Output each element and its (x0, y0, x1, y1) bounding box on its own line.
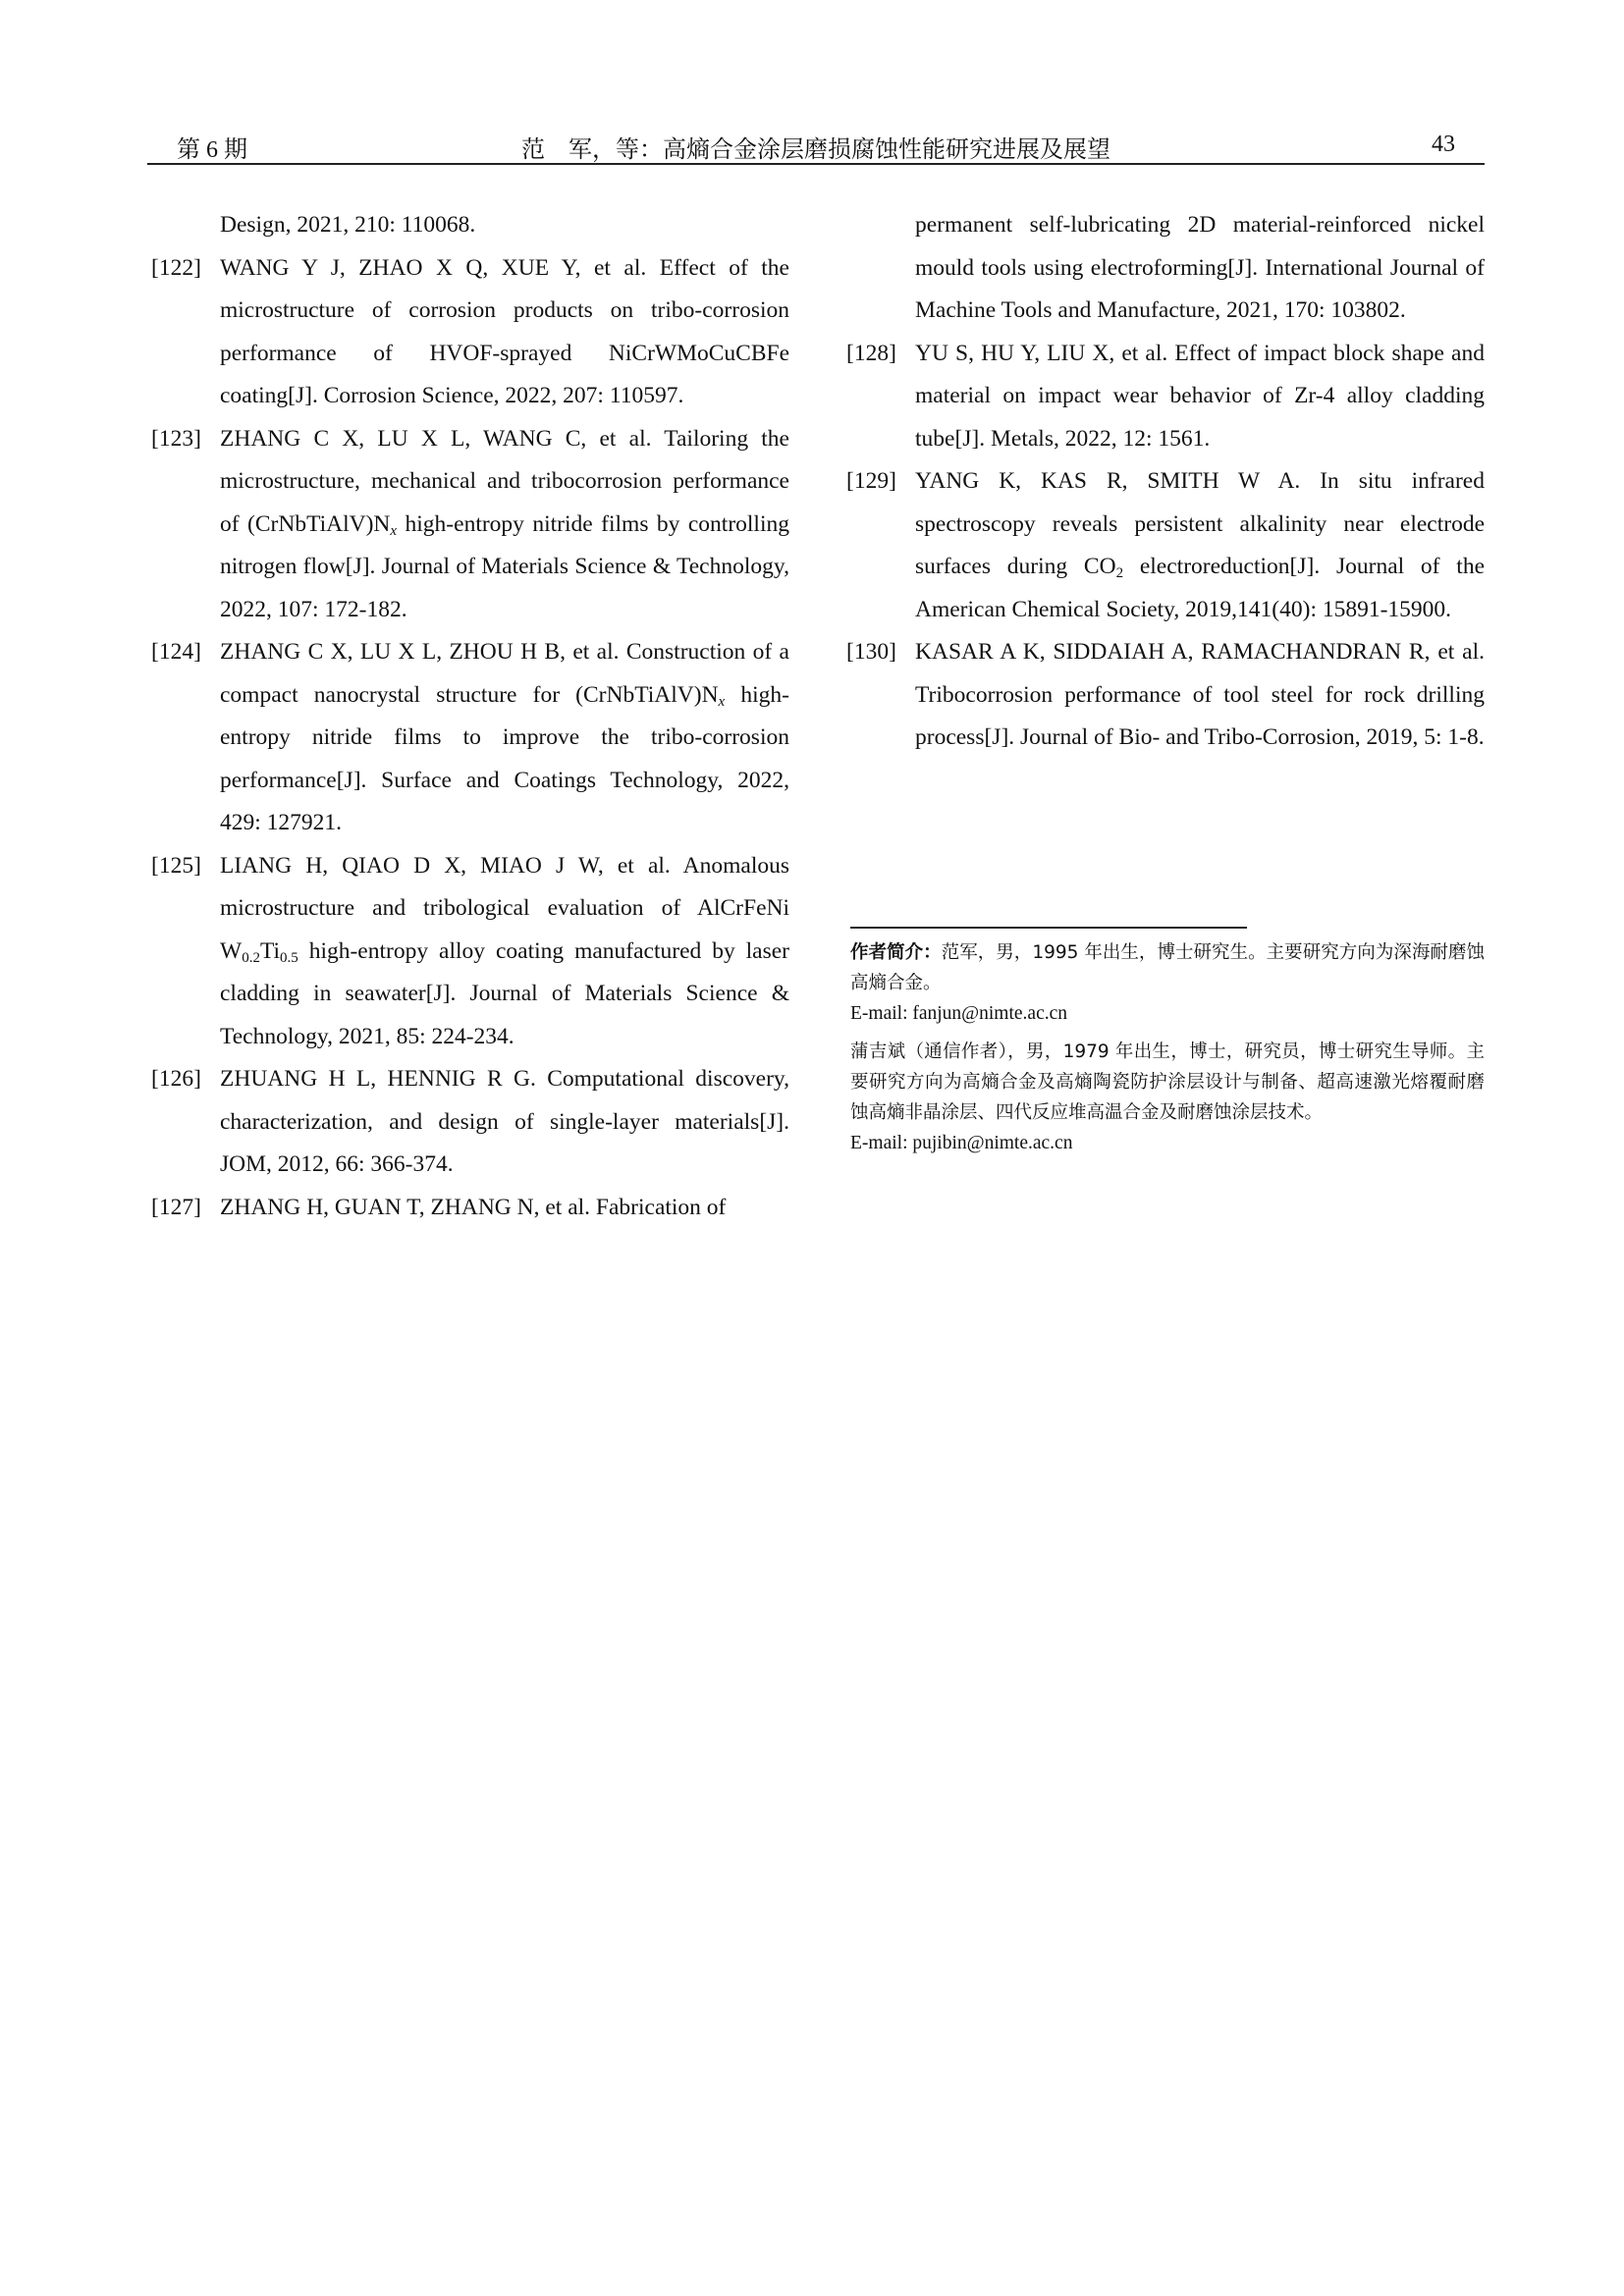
author1-email: E-mail: fanjun@nimte.ac.cn (850, 1003, 1068, 1024)
running-header (147, 128, 1485, 167)
reference-number: [126] (151, 1066, 201, 1092)
subscript: 2 (1115, 565, 1124, 581)
reference-entry (846, 333, 1485, 461)
reference-number: [129] (846, 468, 896, 494)
reference-text: high-entropy alloy coating manufactured by laser cladding in seawater[J]. Journal of Materials Science & Technology, 2021, 85: 224-234. (220, 937, 789, 1049)
reference-number: [124] (151, 639, 201, 665)
reference-number: [128] (846, 340, 896, 366)
page-number: 43 (1432, 132, 1455, 157)
bio-gap (850, 1029, 1485, 1037)
reference-number: [127] (151, 1194, 201, 1220)
reference-text: high-entropy nitride films to improve the tribo-corrosion performance[J]. Surface and Coatings Technology, 2022, 429: 127921. (220, 681, 789, 835)
header-rule (147, 163, 1485, 165)
bio-label: 作者简介： (850, 942, 942, 963)
reference-text: KASAR A K, SIDDAIAH A, RAMACHANDRAN R, et al. Tribocorrosion performance of tool steel for rock drilling process[J]. Journal of Bio- and Tribo-Corrosion, 2019, 5: 1-8. (915, 639, 1485, 750)
reference-number: [123] (151, 425, 201, 452)
author2-text: 蒲吉斌（通信作者），男，1979 年出生，博士，研究员，博士研究生导师。主要研究方向为高熵合金及高熵陶瓷防护涂层设计与制备、超高速激光熔覆耐磨蚀高熵非晶涂层、四代反应堆高温合金及耐磨蚀涂层技术。 (850, 1041, 1485, 1123)
reference-entry (151, 247, 789, 418)
reference-text: YU S, HU Y, LIU X, et al. Effect of impact block shape and material on impact wear behavior of Zr-4 alloy cladding tube[J]. Metals, 2022, 12: 1561. (915, 340, 1485, 452)
reference-entry (846, 460, 1485, 631)
reference-entry (151, 845, 789, 1059)
reference-text: WANG Y J, ZHAO X Q, XUE Y, et al. Effect of the microstructure of corrosion products on tribo-corrosion performance of HVOF-sprayed NiCrWMoCuCBFe coating[J]. Corrosion Science, 2022, 207: 110597. (220, 254, 789, 408)
reference-number: [125] (151, 852, 201, 879)
reference-text: ZHANG C X, LU X L, ZHOU H B, et al. Construction of a compact nanocrystal structure for (CrNbTiAlV)N (220, 639, 789, 708)
issue-number: 第 6 期 (177, 137, 247, 163)
subscript: x (390, 522, 398, 539)
running-title: 范 军，等：高熵合金涂层磨损腐蚀性能研究进展及展望 (521, 137, 1110, 163)
author1-bio (850, 937, 1485, 998)
reference-entry (151, 1058, 789, 1187)
reference-entry (151, 1187, 789, 1230)
subscript: x (718, 693, 726, 710)
reference-text: high-entropy nitride films by controlling nitrogen flow[J]. Journal of Materials Science & Technology, 2022, 107: 172-182. (220, 510, 789, 622)
reference-text: YANG K, KAS R, SMITH W A. In situ infrared spectroscopy reveals persistent alkalinity near electrode surfaces during CO (915, 468, 1485, 579)
references-left-column (151, 204, 789, 1229)
reference-text: ZHANG C X, LU X L, WANG C, et al. Tailoring the microstructure, mechanical and tribocorrosion performance of (CrNbTiAlV)N (220, 425, 789, 537)
author2-email: E-mail: pujibin@nimte.ac.cn (850, 1133, 1073, 1153)
reference-entry (151, 418, 789, 632)
reference-text: Design, 2021, 210: 110068. (220, 212, 476, 238)
reference-text: Ti (259, 937, 280, 964)
references-right-column (846, 204, 1485, 760)
reference-entry (846, 204, 1485, 333)
reference-text: ZHUANG H L, HENNIG R G. Computational discovery, characterization, and design of single-layer materials[J]. JOM, 2012, 66: 366-374. (220, 1066, 789, 1177)
reference-entry (151, 204, 789, 247)
reference-text: LIANG H, QIAO D X, MIAO J W, et al. Anomalous microstructure and tribological evaluation of AlCrFeNi W (220, 852, 789, 964)
subscript: 0.2 (242, 949, 260, 966)
reference-number: [130] (846, 639, 896, 665)
reference-text: permanent self-lubricating 2D material-reinforced nickel mould tools using electroforming[J]. International Journal of Machine Tools and Manufacture, 2021, 170: 103802. (915, 212, 1485, 323)
reference-entry (151, 631, 789, 845)
reference-text: ZHANG H, GUAN T, ZHANG N, et al. Fabrication of (220, 1194, 727, 1220)
author-bio (850, 937, 1485, 1158)
reference-number: [122] (151, 254, 201, 281)
author1-text: 范军，男，1995 年出生，博士研究生。主要研究方向为深海耐磨蚀高熵合金。 (850, 942, 1485, 993)
reference-text: electroreduction[J]. Journal of the American Chemical Society, 2019,141(40): 15891-15900. (915, 554, 1486, 622)
reference-entry (846, 631, 1485, 760)
subscript: 0.5 (280, 949, 298, 966)
footnote-rule (850, 927, 1247, 929)
